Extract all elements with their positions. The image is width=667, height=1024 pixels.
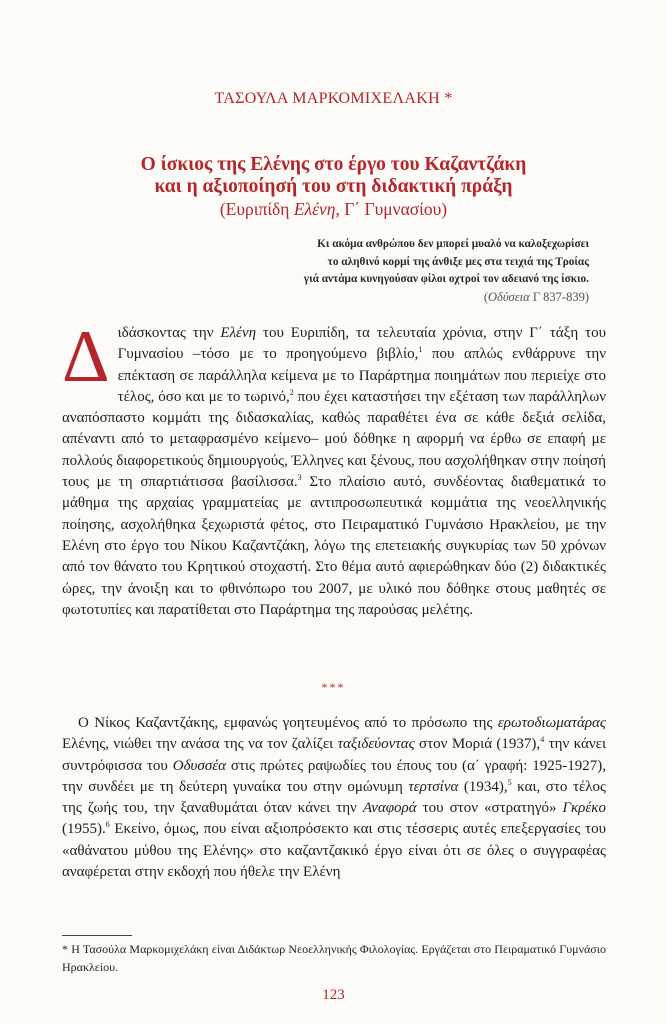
title-line-2: και η αξιοποίησή του στη διδακτική πράξη	[154, 176, 513, 197]
footnote-ref[interactable]: 4	[540, 735, 545, 745]
article-subtitle	[0, 198, 667, 220]
epigraph-line: γιά αντάμα κυνηγούσαν φίλοι οχτροί τον αδειανό της ίσκιο.	[303, 273, 589, 285]
text-emphasis: Γκρέκο	[562, 800, 606, 817]
title-line-1: Ο ίσκιος της Ελένης στο έργο του Καζαντζάκη	[140, 154, 527, 175]
text: του στον «στρατηγό»	[416, 800, 563, 817]
subtitle-text: (Ευριπίδη	[219, 199, 294, 219]
paragraph-1	[62, 316, 606, 621]
text: (1934),	[458, 778, 508, 795]
text-emphasis: ερωτοδιωματάρας	[497, 715, 606, 731]
text: και, στο τέλος της ζωής του, την ξαναθυμάται όταν κάνει την	[62, 778, 606, 817]
author-name: ΤΑΣΟΥΛΑ ΜΑΡΚΟΜΙΧΕΛΑΚΗ *	[214, 90, 453, 107]
text-emphasis: Αναφορά	[362, 800, 417, 817]
footnote-ref[interactable]: 6	[105, 820, 110, 830]
epigraph-source-pre: (	[483, 289, 488, 304]
text: (1955).	[62, 821, 106, 838]
text: που απλώς ενθάρρυνε την επέκταση σε παράλληλα κείμενα με το Παράρτημα ποιημάτων που περιείχε στο τέλος, όσο και με το τωρινό,	[117, 346, 606, 405]
text: του Ευριπίδη, τα τελευταία χρόνια, στην Γ΄ τάξη του Γυμνασίου –τόσο με το προηγούμενο βιβλίο,	[117, 325, 606, 363]
footnote-ref[interactable]: 1	[418, 345, 423, 355]
footnote-divider	[62, 935, 132, 936]
footnote-ref[interactable]: 5	[507, 777, 512, 787]
text: Ελένης, νιώθει την ανάσα της να τον ζαλίζει	[62, 736, 338, 753]
epigraph-source	[169, 289, 589, 307]
text: ιδάσκοντας την	[117, 325, 221, 341]
epigraph-source-ref: Γ 837-839)	[529, 289, 589, 304]
text: στον Μοριά (1937),	[414, 736, 541, 753]
epigraph-line: το αληθινό κορμί της άνθιξε μες στα τειχιά της Τροίας	[327, 255, 589, 268]
text: την κάνει συντρόφισσα του	[62, 736, 607, 774]
subtitle-emphasis: Ελένη	[293, 199, 336, 219]
drop-cap: Δ	[62, 316, 110, 398]
subtitle-text-end: , Γ΄ Γυμνασίου)	[335, 199, 448, 219]
section-separator: ***	[321, 680, 346, 694]
epigraph	[169, 236, 589, 306]
page-number: 123	[322, 987, 345, 1003]
footnote-ref[interactable]: 3	[297, 473, 302, 483]
text-emphasis: Ελένη	[220, 325, 257, 341]
article-title	[0, 154, 667, 220]
text: στις πρώτες ραψωδίες του έπους του (α΄ γραφή: 1925-1927), την συνδέει με τη δεύτερη γυναίκα του στην ομώνυμη	[62, 757, 606, 795]
footnote-ref[interactable]: 2	[289, 387, 294, 397]
paragraph-2	[62, 713, 606, 883]
text: Στο πλαίσιο αυτό, συνδέοντας διαθεματικά το μάθημα της αρχαίας γραμματείας με αντιπροσωπευτικά κομμάτια της νεοελληνικής ποίησης, ασχολήθηκα ξεχωριστά φέτος, στο Πειραματικό Γυμνάσιο Ηρακλείου, με την Ελένη στο έργο του Νίκου Καζαντζάκη, λόγω της επετειακής συγκυρίας των 50 χρόνων από τον θάνατο του Κρητικού στοχαστή. Στο θέμα αυτό αφιερώθηκαν δύο (2) διδακτικές ώρες, την άνοιξη και το φθινόπωρο του 2007, με υλικό που δόθηκε στους μαθητές σε φωτοτυπίες και παρατίθεται στο Παράρτημα της παρούσας μελέτης.	[62, 474, 606, 618]
text: που έχει καταστήσει την εξέταση των παράλληλων αναπόσπαστο κομμάτι της διδασκαλίας, καθώς παραθέτει ένα σε κάθε δεξιά σελίδα, απέναντι από το μεταφρασμένο κείμενο– μού δόθηκε η αφορμή να έρθω σε επαφή με πολλούς διαφορετικούς δημιουργούς, Έλληνες και ξένους, που ασχολήθηκαν στην ποίησή τους με τη σπαρτιάτισσα βασίλισσα.	[62, 388, 606, 491]
text-emphasis: τερτσίνα	[408, 778, 459, 795]
text-emphasis: Οδυσσέα	[172, 757, 227, 774]
epigraph-source-title: Οδύσεια	[487, 289, 530, 304]
author-footnote: * Η Τασούλα Μαρκομιχελάκη είναι Διδάκτωρ Νεοελληνικής Φιλολογίας. Εργάζεται στο Πειραματικό Γυμνάσιο Ηρακλείου.	[62, 942, 606, 974]
epigraph-line: Κι ακόμα ανθρώπου δεν μπορεί μυαλό να καλοξεχωρίσει	[317, 238, 589, 250]
text: Ο Νίκος Καζαντζάκης, εμφανώς γοητευμένος από το πρόσωπο της	[78, 715, 498, 731]
text-emphasis: ταξιδεύοντας	[337, 736, 415, 753]
text: Εκείνο, όμως, που είναι αξιοπρόσεκτο και στις τέσσερις αυτές επεξεργασίες του «αθάνατου μύθου της Ελένης» στο καζαντζακικό έργο είναι ότι σε όλες ο συγγραφέας αναφέρεται στην εκδοχή που ήθελε την Ελένη	[62, 821, 606, 881]
